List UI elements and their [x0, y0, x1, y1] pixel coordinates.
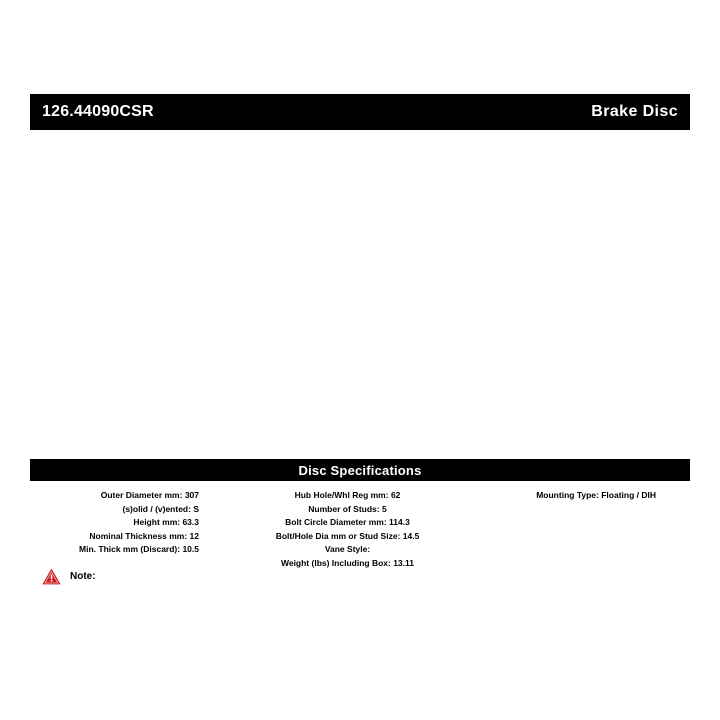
spec-value: 5	[381, 503, 387, 514]
spec-row	[235, 557, 460, 571]
spec-row	[235, 530, 460, 544]
spec-value: 13.11	[393, 557, 415, 568]
spec-label: Min. Thick mm (Discard):	[79, 544, 183, 554]
spec-label: Bolt/Hole Dia mm or Stud Size:	[275, 530, 403, 541]
spec-row	[30, 516, 235, 530]
spec-row	[30, 543, 235, 557]
disc-specifications	[30, 459, 690, 601]
note-row	[42, 568, 105, 585]
header-bar	[30, 94, 690, 130]
spec-label: Mounting Type:	[536, 490, 602, 500]
specs-section-title: Disc Specifications	[30, 459, 690, 481]
footer-space	[0, 600, 720, 720]
specs-column-left	[30, 489, 235, 557]
spec-value: 63.3	[182, 517, 199, 527]
spec-label: Number of Studs:	[308, 503, 382, 514]
spec-value: 14.5	[402, 530, 420, 541]
spec-value: 12	[189, 530, 199, 541]
spec-value: Floating / DIH	[601, 490, 656, 500]
page-title: Brake Disc	[591, 103, 678, 120]
specs-column-middle	[235, 489, 460, 570]
spec-row	[30, 530, 235, 544]
spec-label: Hub Hole/Whl Reg mm:	[294, 490, 391, 500]
spec-label: Height mm:	[133, 517, 183, 527]
spec-row	[235, 489, 460, 503]
spec-row	[30, 489, 235, 503]
note-label: Note:	[70, 571, 96, 582]
spec-label: (s)olid / (v)ented:	[122, 503, 194, 514]
spec-value: 307	[184, 490, 199, 500]
spec-label: Outer Diameter mm:	[100, 490, 185, 500]
part-number: 126.44090CSR	[42, 103, 154, 120]
spec-row	[235, 516, 460, 530]
spec-row	[460, 489, 690, 503]
spec-label: Nominal Thickness mm:	[89, 530, 190, 541]
spec-label: Weight (lbs) Including Box:	[280, 557, 394, 568]
product-image	[30, 140, 690, 450]
specs-column-right	[460, 489, 690, 503]
spec-value: S	[193, 503, 199, 514]
spec-row	[30, 503, 235, 517]
spec-value: 114.3	[389, 517, 410, 527]
spec-value: 10.5	[182, 544, 199, 554]
spec-value: 62	[390, 490, 401, 500]
specs-body	[30, 481, 690, 601]
spec-row	[235, 503, 460, 517]
spec-label: Bolt Circle Diameter mm:	[285, 517, 390, 527]
warning-triangle-icon	[42, 568, 61, 585]
spec-row	[235, 543, 460, 557]
spec-label: Vane Style:	[324, 544, 371, 554]
